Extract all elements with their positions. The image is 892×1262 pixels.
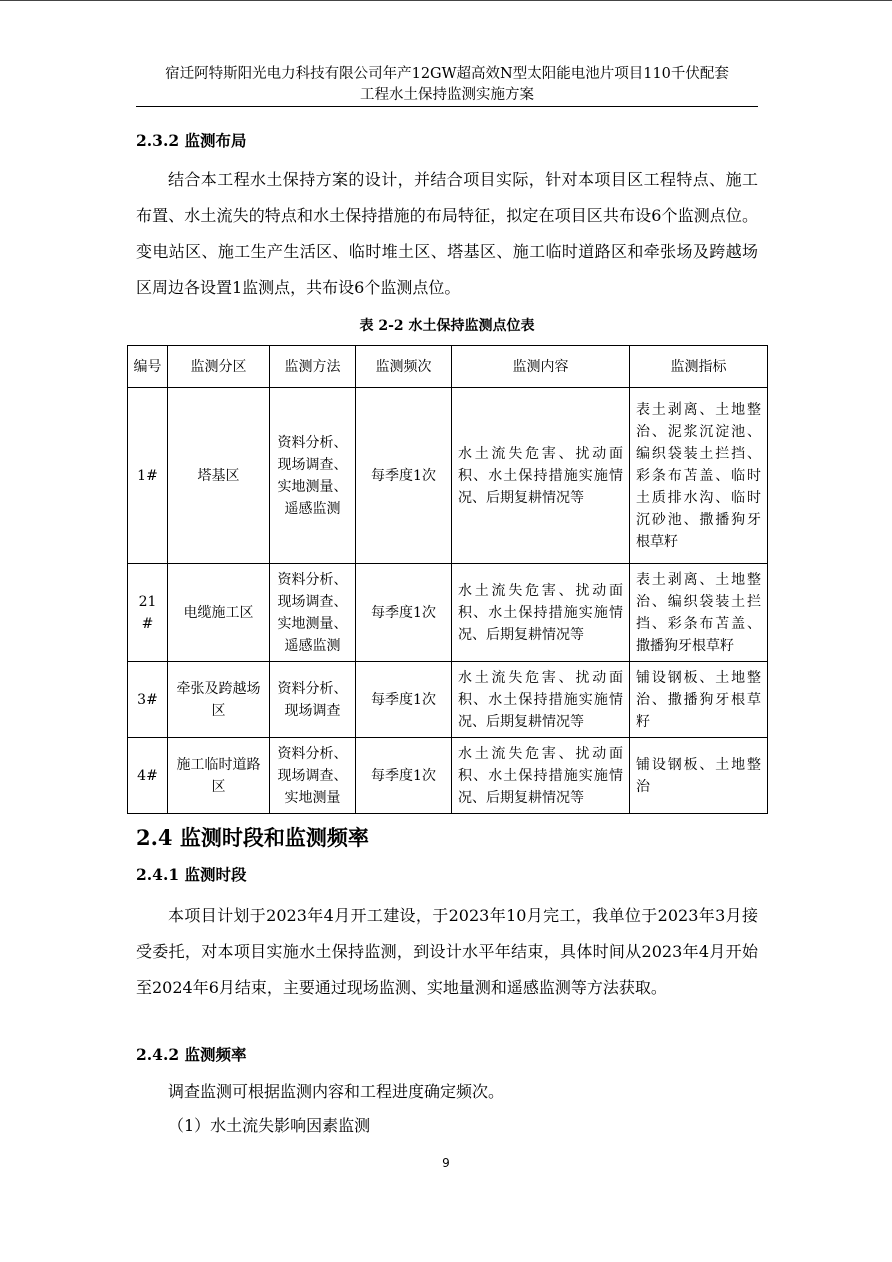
cell-id: 4# [128,738,168,814]
section-2-3-2-paragraph: 结合本工程水土保持方案的设计，并结合项目实际，针对本项目区工程特点、施工布置、水土流失的特点和水土保持措施的布局特征，拟定在项目区共布设6个监测点位。变电站区、施工生产生活区、临时堆土区、塔基区、施工临时道路区和牵张场及跨越场区周边各设置1监测点，共布设6个监测点位。 [136,170,758,297]
page-header [136,64,758,106]
cell-indicator: 铺设钢板、土地整治 [630,738,768,814]
cell-zone: 电缆施工区 [168,564,270,662]
cell-method: 资料分析、现场调查、实地测量、遥感监测 [270,388,356,564]
page-number: 9 [442,1156,450,1170]
cell-frequency: 每季度1次 [356,662,452,738]
header-rule [136,106,758,107]
cell-method: 资料分析、现场调查、实地测量、遥感监测 [270,564,356,662]
section-2-4-1-paragraph: 本项目计划于2023年4月开工建设，于2023年10月完工，我单位于2023年3月接受委托，对本项目实施水土保持监测，到设计水平年结束，具体时间从2023年4月开始至2024年6月结束，主要通过现场监测、实地量测和遥感监测等方法获取。 [136,906,758,997]
cell-zone: 塔基区 [168,388,270,564]
cell-id: 3# [128,662,168,738]
table-row [128,662,768,738]
cell-zone: 施工临时道路区 [168,738,270,814]
table-caption: 表 2-2 水土保持监测点位表 [359,318,535,334]
cell-id: 1# [128,388,168,564]
cell-frequency: 每季度1次 [356,388,452,564]
header-line-1: 宿迁阿特斯阳光电力科技有限公司年产12GW超高效N型太阳能电池片项目110千伏配套 [165,66,729,82]
header-indicator: 监测指标 [630,346,768,388]
cell-indicator: 表土剥离、土地整治、编织袋装土拦挡、彩条布苫盖、撒播狗牙根草籽 [630,564,768,662]
section-2-4-2-paragraph-2: （1）水土流失影响因素监测 [168,1116,371,1135]
header-frequency: 监测频次 [356,346,452,388]
cell-zone: 牵张及跨越场区 [168,662,270,738]
section-2-4-1-title: 2.4.1 监测时段 [136,865,247,884]
header-id: 编号 [128,346,168,388]
section-2-4-2-paragraph-1: 调查监测可根据监测内容和工程进度确定频次。 [168,1082,505,1101]
cell-content: 水土流失危害、扰动面积、水土保持措施实施情况、后期复耕情况等 [452,564,630,662]
cell-frequency: 每季度1次 [356,738,452,814]
section-2-4-title: 2.4 监测时段和监测频率 [136,825,369,850]
cell-id: 21# [128,564,168,662]
cell-frequency: 每季度1次 [356,564,452,662]
table-row [128,738,768,814]
cell-content: 水土流失危害、扰动面积、水土保持措施实施情况、后期复耕情况等 [452,662,630,738]
section-2-3-2-title: 2.3.2 监测布局 [136,131,247,150]
header-method: 监测方法 [270,346,356,388]
cell-content: 水土流失危害、扰动面积、水土保持措施实施情况、后期复耕情况等 [452,738,630,814]
header-line-2: 工程水土保持监测实施方案 [360,87,534,103]
page-top-border [0,0,892,1]
cell-indicator: 铺设钢板、土地整治、撒播狗牙根草籽 [630,662,768,738]
cell-indicator: 表土剥离、土地整治、泥浆沉淀池、编织袋装土拦挡、彩条布苫盖、临时土质排水沟、临时沉砂池、撒播狗牙根草籽 [630,388,768,564]
header-content: 监测内容 [452,346,630,388]
cell-method: 资料分析、现场调查 [270,662,356,738]
cell-content: 水土流失危害、扰动面积、水土保持措施实施情况、后期复耕情况等 [452,388,630,564]
cell-method: 资料分析、现场调查、实地测量 [270,738,356,814]
monitoring-points-table [127,345,768,814]
header-zone: 监测分区 [168,346,270,388]
table-row [128,564,768,662]
table-header-row [128,346,768,388]
table-row [128,388,768,564]
section-2-4-2-title: 2.4.2 监测频率 [136,1045,247,1064]
